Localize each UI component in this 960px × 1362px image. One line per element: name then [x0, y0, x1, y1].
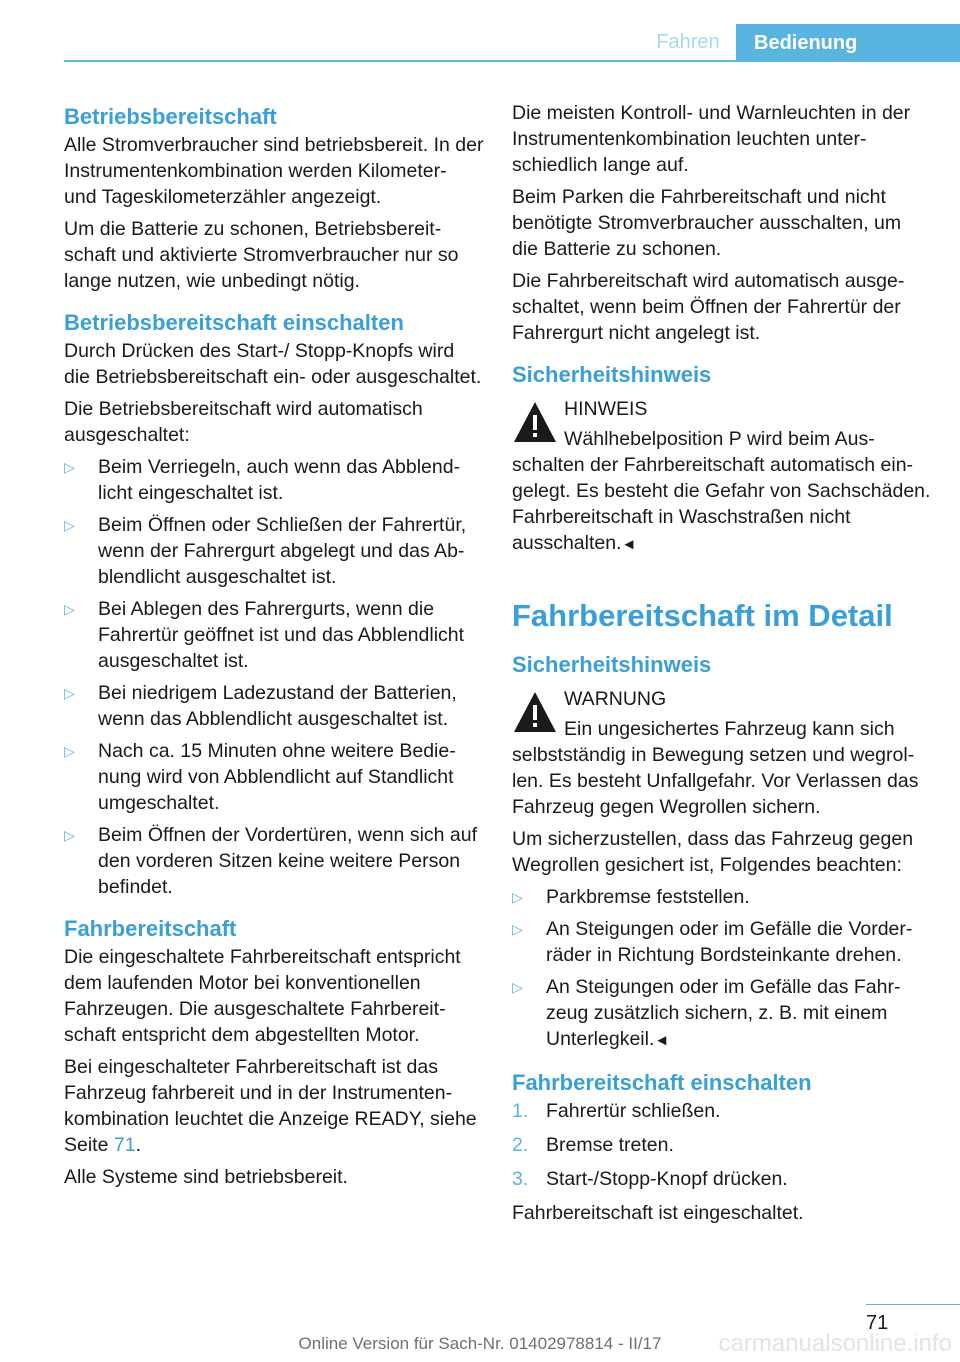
heading-betriebsbereitschaft: Betriebsbereitschaft	[64, 104, 277, 129]
auto-off-list	[64, 454, 484, 900]
triangle-bullet-icon: ▷	[64, 743, 75, 759]
list-item: ▷ An Steigungen oder im Gefälle die Vorderräder in Richtung Bordsteinkante drehen.	[512, 918, 913, 966]
watermark: carmanualsonline.info	[718, 1330, 952, 1357]
steps-list	[512, 1098, 932, 1192]
online-version-note: Online Version für Sach-Nr. 01402978814 - II/17	[298, 1334, 662, 1353]
list-item: 3. Start-/Stopp-Knopf drücken.	[512, 1168, 788, 1190]
page-link[interactable]: 71	[113, 1134, 136, 1156]
header-rule	[64, 60, 960, 62]
triangle-bullet-icon: ▷	[512, 921, 523, 937]
list-item: ▷ Bei Ablegen des Fahrergurts, wenn die Fahrertür geöffnet ist und das Abblendlicht ausgeschaltet ist.	[64, 598, 465, 672]
right-column	[512, 100, 932, 1232]
heading-betriebsbereitschaft-einschalten: Betriebsbereitschaft einschalten	[64, 310, 404, 335]
triangle-bullet-icon: ▷	[64, 459, 75, 475]
hinweis-text: Wählhebelposition P wird beim Ausschalten der Fahrbereitschaft automatisch eingelegt. Es besteht die Gefahr von Sachschäden. Fahrbereitschaft in Waschstraßen nicht ausschalten.◄	[512, 428, 931, 554]
list-item: ▷ An Steigungen oder im Gefälle das Fahrzeug zusätzlich sichern, z. B. mit einem Unterlegkeil.◄	[512, 976, 901, 1050]
paragraph: Durch Drücken des Start-/ Stopp-Knopfs wird die Betriebsbereitschaft ein- oder ausgeschaltet.	[64, 340, 482, 388]
list-item: 1. Fahrertür schließen.	[512, 1100, 721, 1122]
end-mark: ◄	[654, 1032, 670, 1049]
secure-list	[512, 884, 932, 1054]
list-item: ▷ Beim Öffnen oder Schließen der Fahrertür, wenn der Fahrergurt abgelegt und das Abblendlicht ausgeschaltet ist.	[64, 514, 467, 588]
footer-rule	[866, 1304, 960, 1305]
paragraph: Um sicherzustellen, dass das Fahrzeug gegen Wegrollen gesichert ist, Folgendes beachten:	[512, 828, 914, 876]
warnung-box	[512, 686, 932, 820]
paragraph: Die Fahrbereitschaft wird automatisch ausgeschaltet, wenn beim Öffnen der Fahrertür der Fahrergurt nicht angelegt ist.	[512, 270, 905, 344]
warnung-label: WARNUNG	[564, 688, 667, 710]
hinweis-box	[512, 396, 932, 558]
warning-triangle-icon	[512, 690, 558, 734]
end-mark: ◄	[621, 536, 637, 553]
list-item: 2. Bremse treten.	[512, 1134, 674, 1156]
triangle-bullet-icon: ▷	[64, 517, 75, 533]
paragraph: Die meisten Kontroll- und Warnleuchten in der Instrumentenkombination leuchten unterschiedlich lange auf.	[512, 102, 911, 176]
triangle-bullet-icon: ▷	[64, 601, 75, 617]
list-item: ▷ Beim Verriegeln, auch wenn das Abblendlicht eingeschaltet ist.	[64, 456, 461, 504]
step-number: 2.	[512, 1134, 529, 1156]
heading-fahrbereitschaft-im-detail: Fahrbereitschaft im Detail	[512, 598, 893, 633]
paragraph: Um die Batterie zu schonen, Betriebsbereitschaft und aktivierte Stromverbraucher nur so lange nutzen, wie unbedingt nötig.	[64, 218, 459, 292]
warnung-text: Ein ungesichertes Fahrzeug kann sich selbstständig in Bewegung setzen und wegrollen. Es besteht Unfallgefahr. Vor Verlassen das Fahrzeug gegen Wegrollen sichern.	[512, 718, 919, 818]
step-number: 1.	[512, 1100, 529, 1122]
paragraph: Die Betriebsbereitschaft wird automatisch ausgeschaltet:	[64, 398, 423, 446]
paragraph: Bei eingeschalteter Fahrbereitschaft ist das Fahrzeug fahrbereit und in der Instrumentenkombination leuchtet die Anzeige READY, siehe Seite 71.	[64, 1056, 477, 1156]
triangle-bullet-icon: ▷	[512, 979, 523, 995]
list-item: ▷ Nach ca. 15 Minuten ohne weitere Bedienung wird von Abblendlicht auf Standlicht umgeschaltet.	[64, 740, 456, 814]
heading-sicherheitshinweis: Sicherheitshinweis	[512, 652, 712, 677]
header-tab-fahren: Fahren	[656, 31, 720, 53]
page-number: 71	[866, 1312, 889, 1334]
hinweis-label: HINWEIS	[564, 398, 648, 420]
triangle-bullet-icon: ▷	[64, 827, 75, 843]
list-item: ▷ Beim Öffnen der Vordertüren, wenn sich auf den vorderen Sitzen keine weitere Person befindet.	[64, 824, 478, 898]
paragraph: Die eingeschaltete Fahrbereitschaft entspricht dem laufenden Motor bei konventionellen Fahrzeugen. Die ausgeschaltete Fahrbereitschaft entspricht dem abgestellten Motor.	[64, 946, 461, 1046]
paragraph: Beim Parken die Fahrbereitschaft und nicht benötigte Stromverbraucher ausschalten, um die Batterie zu schonen.	[512, 186, 902, 260]
step-number: 3.	[512, 1168, 529, 1190]
paragraph: Fahrbereitschaft ist eingeschaltet.	[512, 1202, 804, 1224]
heading-fahrbereitschaft: Fahrbereitschaft	[64, 916, 237, 941]
paragraph: Alle Stromverbraucher sind betriebsbereit. In der Instrumentenkombination werden Kilometer- und Tageskilometerzähler angezeigt.	[64, 134, 484, 208]
warning-triangle-icon	[512, 400, 558, 444]
list-item: ▷ Parkbremse feststellen.	[512, 886, 750, 908]
header-tab-bedienung: Bedienung	[736, 24, 960, 62]
triangle-bullet-icon: ▷	[512, 889, 523, 905]
triangle-bullet-icon: ▷	[64, 685, 75, 701]
heading-fahrbereitschaft-einschalten: Fahrbereitschaft einschalten	[512, 1070, 812, 1095]
list-item: ▷ Bei niedrigem Ladezustand der Batterien, wenn das Abblendlicht ausgeschaltet ist.	[64, 682, 457, 730]
left-column	[64, 100, 484, 1196]
heading-sicherheitshinweis: Sicherheitshinweis	[512, 362, 712, 387]
paragraph: Alle Systeme sind betriebsbereit.	[64, 1166, 348, 1188]
